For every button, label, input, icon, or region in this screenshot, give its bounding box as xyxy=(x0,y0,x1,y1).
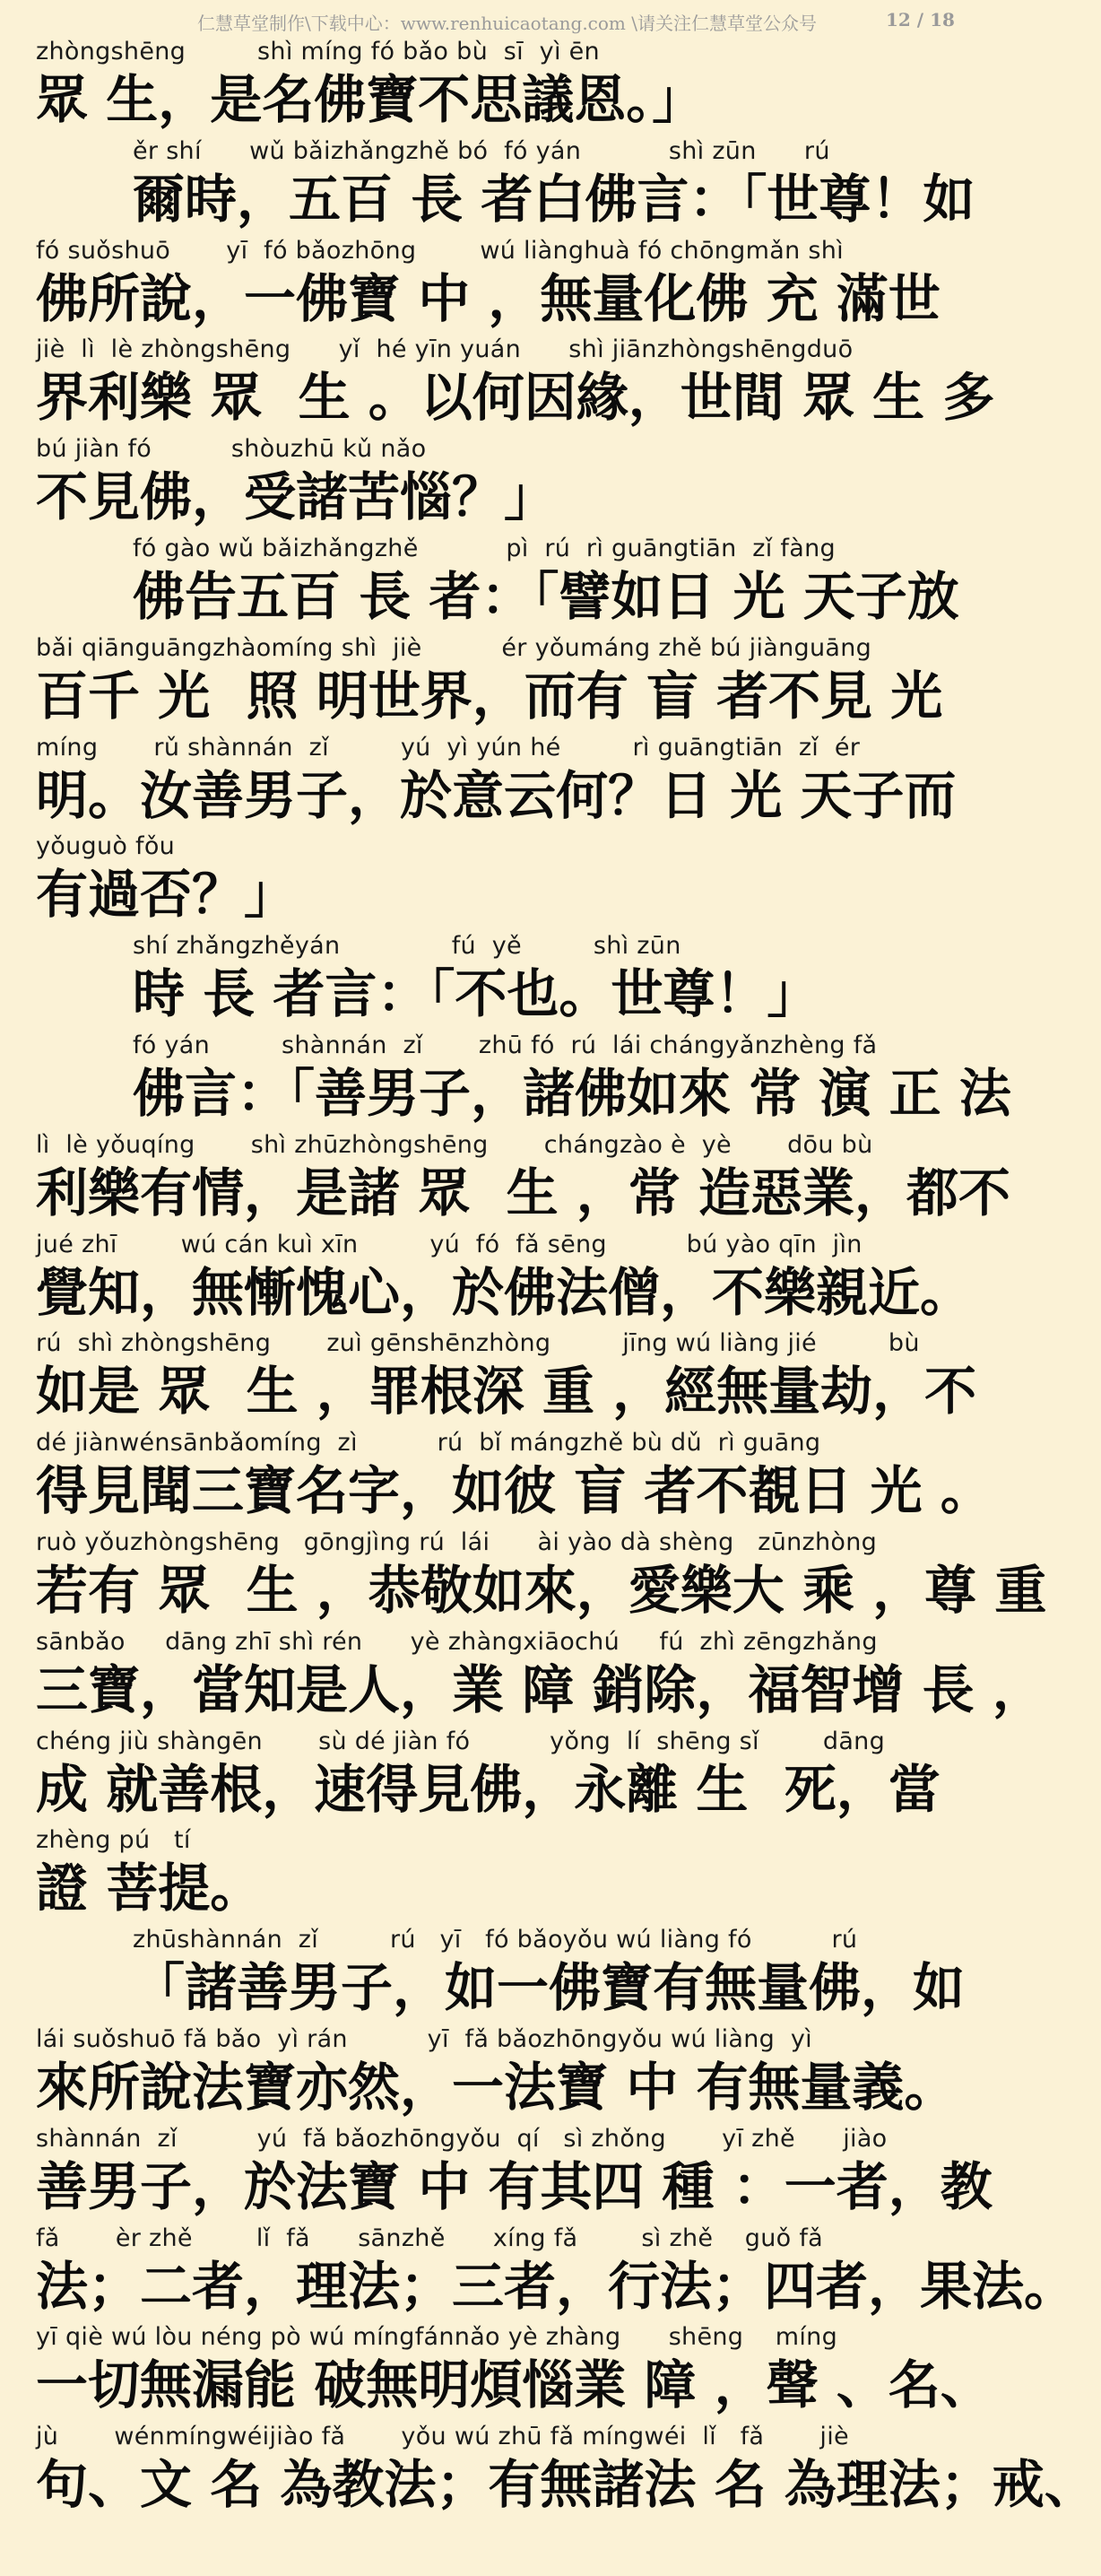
text-line xyxy=(0,2119,993,2219)
text-line xyxy=(0,2417,1097,2517)
pinyin-line: dé jiànwénsānbǎomíng zì rú bǐ mángzhě bù dǔ rì guāng xyxy=(36,1429,821,1458)
text-line xyxy=(0,132,975,231)
pinyin-line: chéng jiù shàngēn sù dé jiàn fó yǒng lí shēng sǐ dāng xyxy=(36,1727,886,1755)
text-line xyxy=(0,728,968,828)
pinyin-line: bú jiàn fó shòuzhū kǔ nǎo xyxy=(36,435,427,464)
hanzi-line: 佛告五百 長 者：「譬如日 光 天子放 xyxy=(133,565,959,627)
hanzi-line: 覺知，無慚愧心，於佛法僧，不樂親近。 xyxy=(36,1261,973,1323)
pinyin-line: fó suǒshuō yī fó bǎozhōng wú liànghuà fó chōngmǎn shì xyxy=(36,236,844,265)
pinyin-line: lì lè yǒuqíng shì zhūzhòngshēng chángzào è yè dōu bù xyxy=(36,1130,873,1159)
hanzi-line: 善男子，於法寶 中 有其四 種 ：一者，教 xyxy=(36,2155,993,2217)
text-line xyxy=(0,1523,1047,1623)
hanzi-line: 一切無漏能 破無明煩惱業 障 ，聲 、名、 xyxy=(36,2354,993,2416)
pinyin-line: sānbǎo dāng zhī shì rén yè zhàngxiāochú fú zhì zēngzhǎng xyxy=(36,1627,878,1656)
pinyin-line: jù wénmíngwéijiào fǎ yǒu wú zhū fǎ míngwéi lǐ fǎ jiè xyxy=(36,2423,849,2451)
hanzi-line: 眾 生，是名佛寶不思議恩。」 xyxy=(36,69,705,130)
text-line xyxy=(0,1920,968,2020)
hanzi-line: 爾時，五百 長 者白佛言：「世尊！如 xyxy=(133,168,975,230)
pinyin-line: ěr shí wǔ bǎizhǎngzhě bó fó yán shì zūn rú xyxy=(133,136,830,165)
pinyin-line: rú shì zhòngshēng zuì gēnshēnzhòng jīng wú liàng jié bù xyxy=(36,1329,920,1358)
text-line xyxy=(0,330,995,430)
pinyin-line: jué zhī wú cán kuì xīn yú fó fǎ sēng bú yào qīn jìn xyxy=(36,1230,863,1258)
hanzi-line: 利樂有情，是諸 眾 生 ，常 造惡業，都不 xyxy=(36,1162,1010,1223)
text-line xyxy=(0,2318,993,2417)
text-line xyxy=(0,1324,977,1423)
text-line xyxy=(0,629,968,728)
text-line xyxy=(0,1126,1010,1225)
pinyin-line: bǎi qiānguāngzhàomíng shì jiè ér yǒumáng zhě bú jiànguāng xyxy=(36,633,872,662)
hanzi-line: 「諸善男子，如一佛寶有無量佛，如 xyxy=(133,1957,966,2019)
hanzi-line: 三寶，當知是人，業 障 銷除，福智增 長 ， xyxy=(36,1658,1045,1720)
pinyin-line: yǒuguò fǒu xyxy=(36,832,176,861)
pinyin-line: jiè lì lè zhòngshēng yǐ hé yīn yuán shì jiānzhòngshēngduō xyxy=(36,335,854,364)
pinyin-line: fǎ èr zhě lǐ fǎ sānzhě xíng fǎ sì zhě guǒ fǎ xyxy=(36,2224,824,2252)
hanzi-line: 佛所說，一佛寶 中 ，無量化佛 充 滿世 xyxy=(36,267,941,329)
pinyin-line: fó yán shànnán zǐ zhū fó rú lái chángyǎnzhèng fǎ xyxy=(133,1031,878,1059)
text-line xyxy=(0,827,968,927)
hanzi-line: 不見佛，受諸苦惱？」 xyxy=(36,466,557,528)
pinyin-line: shí zhǎngzhěyán fú yě shì zūn xyxy=(133,932,681,961)
hanzi-line: 界利樂 眾 生 。以何因緣，世間 眾 生 多 xyxy=(36,367,995,429)
pinyin-line: lái suǒshuō fǎ bǎo yì rán yī fǎ bǎozhōngyǒu wú liàng yì xyxy=(36,2024,812,2053)
text-line xyxy=(0,529,968,629)
hanzi-line: 得見聞三寶名字，如彼 盲 者不覩日 光 。 xyxy=(36,1460,993,1522)
text-line xyxy=(0,2020,968,2119)
text-line xyxy=(0,1623,1045,1722)
hanzi-line: 佛言：「善男子，諸佛如來 常 演 正 法 xyxy=(133,1062,1011,1124)
hanzi-line: 有過否？」 xyxy=(36,864,297,926)
text-line xyxy=(0,1821,968,1920)
text-line xyxy=(0,2219,1077,2319)
text-line xyxy=(0,927,968,1026)
hanzi-line: 來所說法寶亦然，一法寶 中 有無量義。 xyxy=(36,2056,957,2118)
pinyin-line: zhèng pú tí xyxy=(36,1826,191,1855)
page-number: 12 / 18 xyxy=(886,9,955,30)
hanzi-line: 法；二者，理法；三者，行法；四者，果法。 xyxy=(36,2255,1077,2317)
text-line xyxy=(0,1225,973,1325)
text-body xyxy=(0,32,1097,2517)
hanzi-line: 百千 光 照 明世界，而有 盲 者不見 光 xyxy=(36,665,943,727)
pinyin-line: fó gào wǔ bǎizhǎngzhě pì rú rì guāngtiān zǐ fàng xyxy=(133,534,836,562)
hanzi-line: 若有 眾 生 ，恭敬如來，愛樂大 乘 ，尊 重 xyxy=(36,1559,1047,1621)
pinyin-line: zhūshànnán zǐ rú yī fó bǎoyǒu wú liàng fó rú xyxy=(133,1926,858,1954)
hanzi-line: 如是 眾 生 ，罪根深 重 ，經無量劫，不 xyxy=(36,1361,977,1423)
hanzi-line: 句、文 名 為教法；有無諸法 名 為理法；戒、 xyxy=(36,2454,1097,2516)
text-line xyxy=(0,1423,993,1523)
pinyin-line: zhòngshēng shì míng fó bǎo bù sī yì ēn xyxy=(36,38,600,65)
pinyin-line: ruò yǒuzhòngshēng gōngjìng rú lái ài yào dà shèng zūnzhòng xyxy=(36,1527,878,1556)
text-line xyxy=(0,1722,968,1822)
hanzi-line: 明。汝善男子，於意云何？日 光 天子而 xyxy=(36,764,957,826)
pinyin-line: shànnán zǐ yú fǎ bǎozhōngyǒu qí sì zhǒng yī zhě jiào xyxy=(36,2124,888,2153)
text-line xyxy=(0,231,968,331)
hanzi-line: 成 就善根，速得見佛，永離 生 死，當 xyxy=(36,1758,941,1820)
header-text: 仁慧草堂制作\下载中心：www.renhuicaotang.com \请关注仁慧草堂公众号 xyxy=(197,13,817,34)
text-line xyxy=(0,430,968,529)
pinyin-line: míng rǔ shànnán zǐ yú yì yún hé rì guāngtiān zǐ ér xyxy=(36,733,861,761)
hanzi-line: 證 菩提。 xyxy=(36,1858,263,1919)
text-line xyxy=(0,1026,1011,1126)
text-line xyxy=(0,32,968,132)
hanzi-line: 時 長 者言：「不也。世尊！」 xyxy=(133,963,819,1025)
pinyin-line: yī qiè wú lòu néng pò wú míngfánnǎo yè zhàng shēng míng xyxy=(36,2323,838,2352)
